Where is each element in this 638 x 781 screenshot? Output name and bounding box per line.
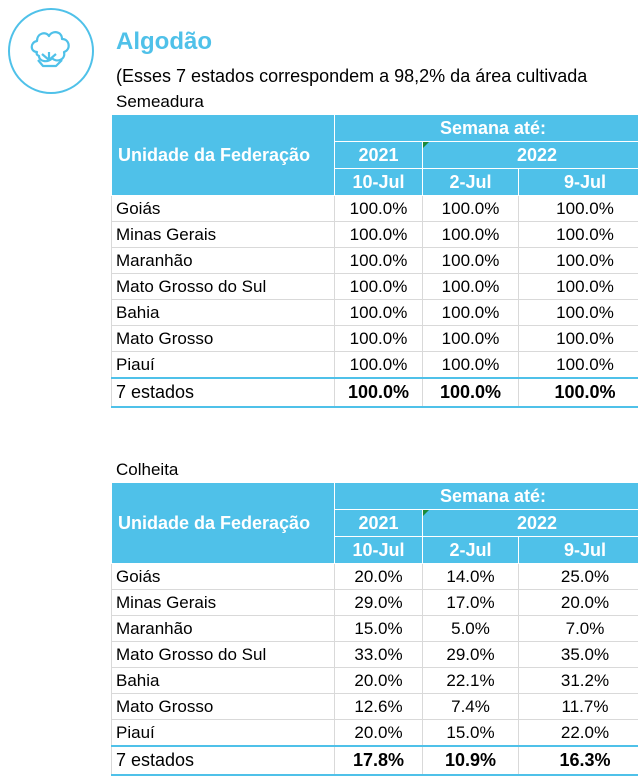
header-uf: Unidade da Federação	[112, 483, 335, 564]
value-cell: 25.0%	[519, 564, 638, 590]
header-year-2022: 2022	[423, 142, 638, 169]
header-date-1: 10-Jul	[335, 169, 423, 196]
page-subtitle: (Esses 7 estados correspondem a 98,2% da área cultivada	[116, 66, 588, 86]
value-cell: 29.0%	[423, 642, 519, 668]
header-date-1: 10-Jul	[335, 537, 423, 564]
table-row	[112, 720, 638, 747]
table-row	[112, 248, 638, 274]
value-cell: 100.0%	[423, 248, 519, 274]
value-cell: 12.6%	[335, 694, 423, 720]
section-label-semeadura: Semeadura	[116, 92, 204, 111]
value-cell: 7.4%	[423, 694, 519, 720]
total-value: 10.9%	[423, 746, 519, 775]
uf-cell: Goiás	[112, 564, 335, 590]
header-date-2: 2-Jul	[423, 169, 519, 196]
value-cell: 100.0%	[335, 274, 423, 300]
uf-cell: Mato Grosso	[112, 694, 335, 720]
value-cell: 22.0%	[519, 720, 638, 747]
uf-cell: Maranhão	[112, 616, 335, 642]
table-row	[112, 694, 638, 720]
value-cell: 31.2%	[519, 668, 638, 694]
page-title: Algodão	[116, 28, 212, 55]
value-cell: 100.0%	[423, 352, 519, 379]
table-row	[112, 300, 638, 326]
uf-cell: Maranhão	[112, 248, 335, 274]
value-cell: 22.1%	[423, 668, 519, 694]
value-cell: 100.0%	[519, 326, 638, 352]
total-label: 7 estados	[112, 378, 335, 407]
value-cell: 100.0%	[519, 300, 638, 326]
value-cell: 100.0%	[519, 352, 638, 379]
total-value: 100.0%	[519, 378, 638, 407]
uf-cell: Minas Gerais	[112, 222, 335, 248]
value-cell: 100.0%	[335, 222, 423, 248]
uf-cell: Bahia	[112, 668, 335, 694]
value-cell: 100.0%	[423, 300, 519, 326]
value-cell: 100.0%	[423, 196, 519, 222]
value-cell: 15.0%	[335, 616, 423, 642]
value-cell: 100.0%	[423, 222, 519, 248]
total-value: 16.3%	[519, 746, 638, 775]
table-row	[112, 564, 638, 590]
header-semana: Semana até:	[335, 115, 638, 142]
value-cell: 11.7%	[519, 694, 638, 720]
uf-cell: Mato Grosso	[112, 326, 335, 352]
value-cell: 100.0%	[423, 274, 519, 300]
value-cell: 15.0%	[423, 720, 519, 747]
uf-cell: Bahia	[112, 300, 335, 326]
uf-cell: Piauí	[112, 352, 335, 379]
table-row	[112, 274, 638, 300]
value-cell: 100.0%	[519, 248, 638, 274]
value-cell: 29.0%	[335, 590, 423, 616]
value-cell: 100.0%	[335, 352, 423, 379]
table-row	[112, 590, 638, 616]
uf-cell: Minas Gerais	[112, 590, 335, 616]
value-cell: 14.0%	[423, 564, 519, 590]
total-label: 7 estados	[112, 746, 335, 775]
value-cell: 17.0%	[423, 590, 519, 616]
uf-cell: Goiás	[112, 196, 335, 222]
table-row	[112, 222, 638, 248]
section-label-colheita: Colheita	[116, 460, 179, 479]
header-date-3: 9-Jul	[519, 169, 638, 196]
cotton-icon	[22, 22, 80, 80]
total-value: 100.0%	[335, 378, 423, 407]
uf-cell: Piauí	[112, 720, 335, 747]
header-year-2021: 2021	[335, 142, 423, 169]
value-cell: 33.0%	[335, 642, 423, 668]
value-cell: 20.0%	[335, 564, 423, 590]
table-row	[112, 616, 638, 642]
uf-cell: Mato Grosso do Sul	[112, 274, 335, 300]
value-cell: 20.0%	[335, 668, 423, 694]
table-row	[112, 196, 638, 222]
total-row	[112, 746, 638, 775]
table-row	[112, 642, 638, 668]
total-row	[112, 378, 638, 407]
cotton-logo	[8, 8, 94, 94]
total-value: 17.8%	[335, 746, 423, 775]
value-cell: 100.0%	[335, 300, 423, 326]
semeadura-table	[111, 114, 638, 408]
total-value: 100.0%	[423, 378, 519, 407]
colheita-table	[111, 482, 638, 776]
value-cell: 35.0%	[519, 642, 638, 668]
value-cell: 100.0%	[519, 196, 638, 222]
header-date-3: 9-Jul	[519, 537, 638, 564]
value-cell: 100.0%	[519, 222, 638, 248]
value-cell: 100.0%	[335, 196, 423, 222]
value-cell: 20.0%	[519, 590, 638, 616]
table-row	[112, 326, 638, 352]
header-year-2022: 2022	[423, 510, 638, 537]
value-cell: 100.0%	[335, 326, 423, 352]
cell-note-marker	[423, 142, 429, 148]
value-cell: 100.0%	[519, 274, 638, 300]
value-cell: 7.0%	[519, 616, 638, 642]
header-semana: Semana até:	[335, 483, 638, 510]
value-cell: 100.0%	[423, 326, 519, 352]
header-year-2021: 2021	[335, 510, 423, 537]
value-cell: 100.0%	[335, 248, 423, 274]
cell-note-marker	[423, 510, 429, 516]
header-date-2: 2-Jul	[423, 537, 519, 564]
value-cell: 20.0%	[335, 720, 423, 747]
uf-cell: Mato Grosso do Sul	[112, 642, 335, 668]
header-uf: Unidade da Federação	[112, 115, 335, 196]
value-cell: 5.0%	[423, 616, 519, 642]
table-row	[112, 668, 638, 694]
table-row	[112, 352, 638, 379]
